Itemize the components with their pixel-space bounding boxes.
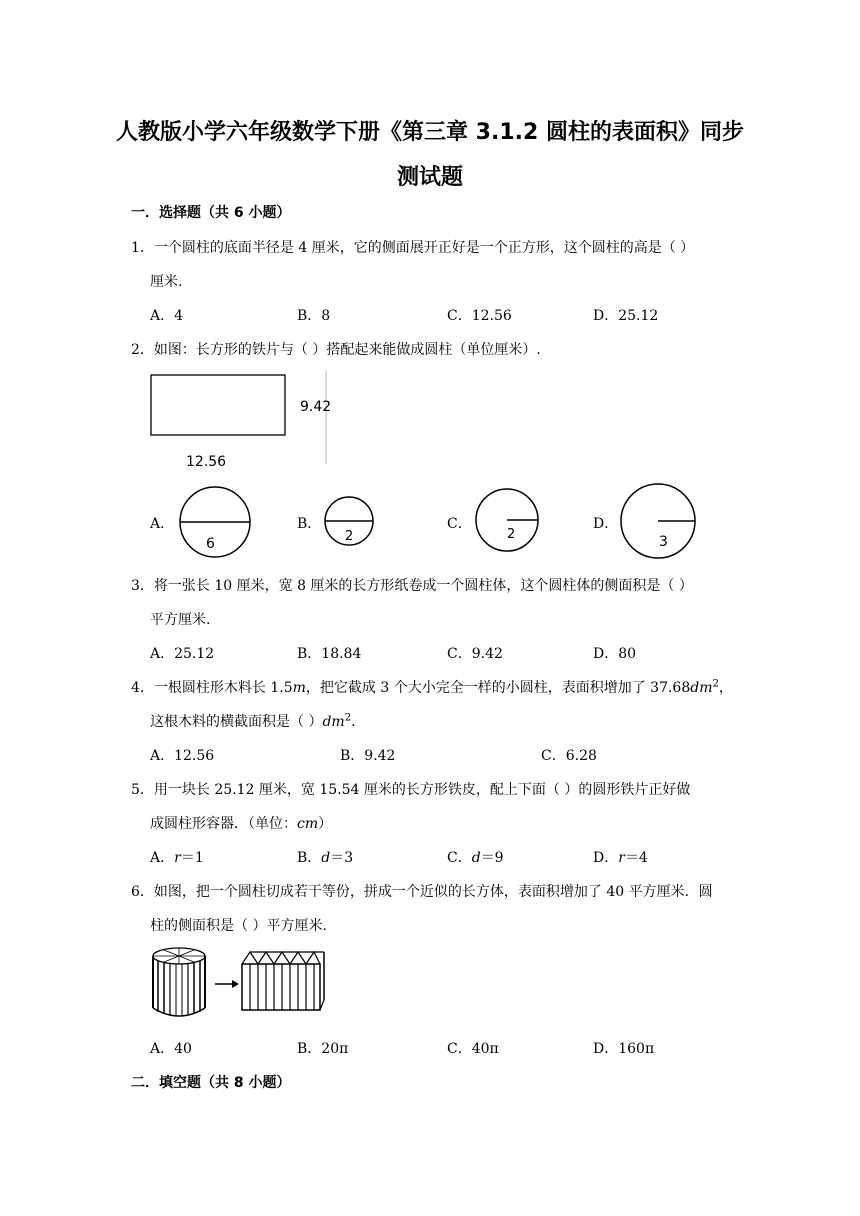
option-value: ＝3 (330, 850, 354, 866)
q3-option-a: A．25.12 (150, 646, 215, 662)
circle-b-label: 2 (345, 529, 354, 544)
q4-text-1: 4．一根圆柱形木料长 1.5 (131, 680, 293, 696)
q1-option-b: B．8 (297, 308, 331, 324)
q2-option-d: D． (593, 516, 619, 532)
q6-option-a: A．40 (150, 1041, 192, 1057)
unit-dm: dm (690, 680, 713, 696)
q2-option-a: A． (150, 516, 175, 532)
q3-stem-cont: 平方厘米. (150, 612, 211, 628)
unit-cm: cm (297, 816, 319, 832)
circle-c-label: 2 (507, 527, 516, 542)
cuboid-icon (242, 952, 324, 1010)
q5-option-c (447, 847, 504, 867)
q5-text-2: ） (318, 816, 333, 832)
option-letter: D． (593, 850, 619, 866)
q5-option-b (297, 847, 353, 867)
superscript: 2 (344, 712, 352, 724)
q1-option-d: D．25.12 (593, 308, 659, 324)
q1-option-a: A．4 (150, 308, 184, 324)
q2-circle-c (471, 484, 543, 556)
q3-option-c: C．9.42 (447, 646, 503, 662)
cylinder-icon (153, 948, 205, 1016)
q1-stem: 1．一个圆柱的底面半径是 4 厘米，它的侧面展开正好是一个正方形，这个圆柱的高是（ ） (131, 240, 695, 256)
page-title-line1: 人教版小学六年级数学下册《第三章 3.1.2 圆柱的表面积》同步 (116, 120, 744, 145)
q4-text-3: ， (718, 680, 733, 696)
option-letter: B． (297, 850, 322, 866)
rect-width-label: 12.56 (186, 454, 227, 470)
option-var: r (174, 850, 181, 866)
q6-stem: 6．如图，把一个圆柱切成若干等份，拼成一个近似的长方体，表面积增加了 40 平方厘米．圆 (131, 884, 713, 900)
rect-height-label: 9.42 (300, 399, 332, 415)
q6-cylinder-figure (148, 944, 334, 1020)
q2-option-c: C． (447, 516, 472, 532)
section-heading-fill: 二．填空题（共 8 小题） (131, 1075, 291, 1091)
option-value: ＝9 (480, 850, 504, 866)
option-letter: C． (447, 850, 472, 866)
q2-stem: 2．如图：长方形的铁片与（ ）搭配起来能做成圆柱（单位厘米）. (131, 342, 541, 358)
q4-text-2: ，把它截成 3 个大小完全一样的小圆柱，表面积增加了 37.68 (305, 680, 691, 696)
q2-circle-a (174, 484, 256, 560)
option-var: d (321, 850, 331, 866)
q2-option-b: B． (297, 516, 322, 532)
q6-option-c: C．40π (447, 1041, 499, 1057)
q5-stem: 5．用一块长 25.12 厘米，宽 15.54 厘米的长方形铁皮，配上下面（ ）的圆形铁片正好做 (131, 782, 691, 798)
q1-option-c: C．12.56 (447, 308, 512, 324)
section-heading-choice: 一．选择题（共 6 小题） (131, 205, 291, 221)
q4-option-b: B．9.42 (340, 748, 396, 764)
q5-stem-cont (150, 813, 332, 833)
q6-option-d: D．160π (593, 1041, 655, 1057)
page-title-line2: 测试题 (396, 165, 463, 190)
q2-rectangle-figure (140, 368, 350, 473)
q3-option-b: B．18.84 (297, 646, 362, 662)
q5-option-a (150, 847, 204, 867)
circle-a-label: 6 (206, 536, 215, 552)
q4-text-5: . (351, 714, 356, 730)
q5-text-1: 成圆柱形容器．（单位： (150, 816, 297, 832)
q4-stem (131, 677, 733, 697)
unit-dm: dm (322, 714, 345, 730)
q3-option-d: D．80 (593, 646, 637, 662)
option-value: ＝1 (180, 850, 204, 866)
arrow-right-icon (215, 980, 239, 988)
q1-stem-cont: 厘米. (150, 274, 183, 290)
q5-option-d (593, 847, 648, 867)
q6-option-b: B．20π (297, 1041, 349, 1057)
unit-m: m (292, 680, 306, 696)
q4-option-c: C．6.28 (541, 748, 597, 764)
superscript: 2 (712, 678, 719, 690)
rectangle-sheet (151, 375, 285, 435)
option-var: d (471, 850, 481, 866)
q4-text-4: 这根木料的横截面积是（ ） (150, 714, 323, 730)
q2-circle-d (617, 481, 699, 561)
q3-stem: 3．将一张长 10 厘米，宽 8 厘米的长方形纸卷成一个圆柱体，这个圆柱体的侧面积是（ ） (131, 578, 693, 594)
q4-option-a: A．12.56 (150, 748, 215, 764)
option-var: r (618, 850, 625, 866)
q6-stem-cont: 柱的侧面积是（ ）平方厘米. (150, 918, 327, 934)
circle-d-label: 3 (659, 534, 668, 550)
q2-circle-b (321, 494, 377, 548)
q4-stem-cont (150, 711, 356, 731)
option-value: ＝4 (624, 850, 648, 866)
option-letter: A． (150, 850, 175, 866)
